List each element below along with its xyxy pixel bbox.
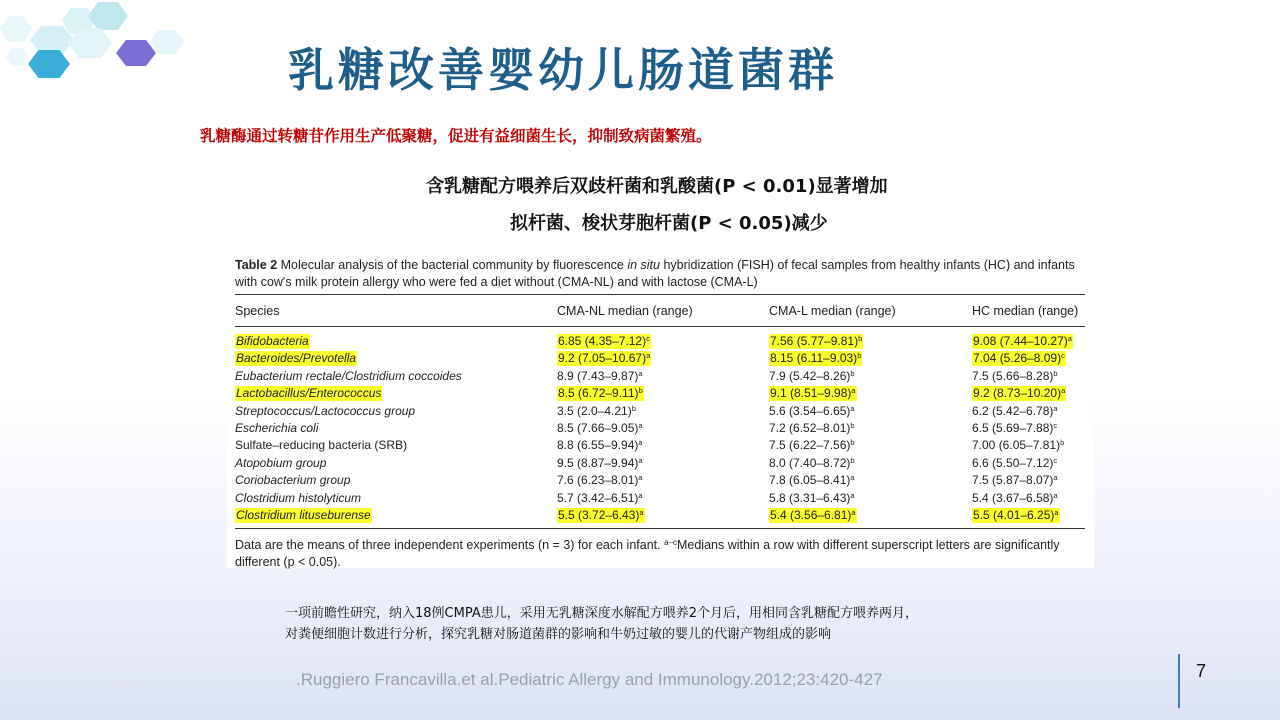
table-caption bbox=[235, 257, 1085, 291]
hexagon-shape bbox=[28, 50, 70, 78]
value-text: 3.5 (2.0–4.21) bbox=[557, 403, 632, 418]
divider-line bbox=[1178, 654, 1180, 708]
superscript-letter: b bbox=[1060, 438, 1065, 448]
value-cell bbox=[557, 334, 651, 349]
superscript-letter: b bbox=[850, 438, 855, 448]
superscript-letter: a bbox=[638, 490, 643, 500]
value-cell bbox=[557, 404, 636, 419]
superscript-letter: b bbox=[638, 386, 643, 396]
species-cell: Clostridium lituseburense bbox=[236, 508, 371, 522]
value-cell bbox=[769, 438, 855, 453]
hexagon-shape bbox=[6, 48, 28, 66]
value-text: 7.5 (5.87–8.07) bbox=[972, 473, 1054, 488]
species-cell: Eubacterium rectale/Clostridium coccoides bbox=[235, 368, 462, 383]
column-header-species: Species bbox=[235, 304, 280, 318]
value-text: 5.7 (3.42–6.51) bbox=[557, 490, 639, 505]
study-description bbox=[285, 603, 918, 645]
table-caption-text: hybridization (FISH) of fecal samples from healthy infants (HC) and infants with cow's milk protein allergy who were fed a diet without (CMA-NL) and with lactose (CMA-L) bbox=[235, 258, 1075, 289]
superscript-letter: a bbox=[646, 351, 651, 361]
column-header-cma-l: CMA-L median (range) bbox=[769, 304, 896, 318]
superscript-letter: a bbox=[639, 508, 644, 517]
superscript-letter: a bbox=[1054, 508, 1059, 517]
species-cell: Atopobium group bbox=[235, 455, 327, 470]
value-cell bbox=[972, 404, 1058, 419]
value-text: 7.5 (5.66–8.28) bbox=[972, 368, 1054, 383]
species-cell: Bifidobacteria bbox=[236, 334, 309, 348]
table-figure bbox=[227, 250, 1094, 568]
value-cell bbox=[972, 491, 1058, 506]
value-cell bbox=[972, 386, 1066, 401]
headline-decrease: 拟杆菌、梭状芽胞杆菌(P < 0.05)减少 bbox=[510, 213, 828, 234]
value-text: 7.00 (6.05–7.81) bbox=[972, 438, 1061, 453]
superscript-letter: a bbox=[850, 403, 855, 413]
value-cell bbox=[557, 351, 651, 366]
column-header-cma-nl: CMA-NL median (range) bbox=[557, 304, 693, 318]
value-text: 8.15 (6.11–9.03) bbox=[770, 351, 858, 366]
footnote-text: Medians within a row with different superscript letters are significantly different (p < 0.05). bbox=[235, 538, 1060, 569]
superscript-letter: c bbox=[1053, 455, 1058, 465]
value-text: 5.4 (3.56–6.81) bbox=[770, 508, 852, 522]
superscript-letter: a bbox=[638, 438, 643, 448]
superscript-letter: c bbox=[1061, 351, 1065, 361]
species-cell: Sulfate–reducing bacteria (SRB) bbox=[235, 438, 408, 453]
value-text: 9.5 (8.87–9.94) bbox=[557, 455, 639, 470]
footnote-superscript: a–c bbox=[664, 538, 677, 547]
species-cell: Streptococcus/Lactococcus group bbox=[235, 403, 416, 418]
superscript-letter: a bbox=[1061, 386, 1066, 396]
value-cell bbox=[769, 386, 857, 401]
value-text: 8.8 (6.55–9.94) bbox=[557, 438, 639, 453]
superscript-letter: a bbox=[850, 473, 855, 483]
slide-title: 乳糖改善婴幼儿肠道菌群 bbox=[288, 43, 838, 97]
study-description-line: 一项前瞻性研究，纳入18例CMPA患儿，采用无乳糖深度水解配方喂养2个月后，用相同含乳糖配方喂养两月， bbox=[285, 606, 919, 621]
superscript-letter: a bbox=[850, 490, 855, 500]
value-cell bbox=[769, 491, 855, 506]
superscript-letter: a bbox=[638, 473, 643, 483]
value-text: 7.6 (6.23–8.01) bbox=[557, 473, 639, 488]
superscript-letter: a bbox=[851, 386, 856, 396]
superscript-letter: a bbox=[1053, 473, 1058, 483]
value-cell bbox=[557, 473, 643, 488]
value-text: 8.5 (7.66–9.05) bbox=[557, 421, 639, 435]
value-cell bbox=[769, 369, 855, 384]
value-cell bbox=[972, 334, 1073, 349]
value-cell bbox=[769, 351, 862, 366]
species-cell: Clostridium histolyticum bbox=[235, 490, 362, 505]
table-rule-header bbox=[235, 326, 1085, 327]
value-text: 6.5 (5.69–7.88) bbox=[972, 421, 1054, 435]
value-text: 8.5 (6.72–9.11) bbox=[558, 386, 639, 401]
value-text: 8.0 (7.40–8.72) bbox=[769, 455, 851, 470]
value-text: 5.5 (4.01–6.25) bbox=[973, 508, 1055, 522]
value-cell bbox=[972, 473, 1058, 488]
value-cell bbox=[769, 473, 855, 488]
headline-increase: 含乳糖配方喂养后双歧杆菌和乳酸菌(P < 0.01)显著增加 bbox=[426, 176, 888, 197]
hexagon-shape bbox=[150, 30, 184, 54]
value-text: 8.9 (7.43–9.87) bbox=[557, 368, 639, 383]
value-text: 5.6 (3.54–6.65) bbox=[769, 403, 851, 418]
footnote-text: Data are the means of three independent experiments (n = 3) for each infant. bbox=[235, 538, 665, 552]
superscript-letter: b bbox=[850, 455, 855, 465]
value-text: 7.56 (5.77–9.81) bbox=[770, 334, 859, 348]
value-text: 7.04 (5.26–8.09) bbox=[973, 351, 1062, 366]
table-caption-italic: in situ bbox=[627, 258, 660, 272]
value-cell bbox=[769, 508, 857, 523]
value-text: 7.9 (5.42–8.26) bbox=[769, 368, 851, 383]
species-cell: Lactobacillus/Enterococcus bbox=[236, 386, 382, 401]
superscript-letter: a bbox=[1053, 490, 1058, 500]
superscript-letter: b bbox=[850, 421, 855, 430]
value-cell bbox=[972, 508, 1060, 523]
superscript-letter: a bbox=[1067, 334, 1072, 343]
superscript-letter: b bbox=[858, 334, 863, 343]
value-text: 5.4 (3.67–6.58) bbox=[972, 490, 1054, 505]
value-cell bbox=[557, 369, 643, 384]
table-rule-top bbox=[235, 294, 1085, 295]
table-rule-bottom bbox=[235, 528, 1085, 529]
citation: .Ruggiero Francavilla.et al.Pediatric Allergy and Immunology.2012;23:420-427 bbox=[296, 670, 883, 689]
value-cell bbox=[557, 386, 644, 401]
value-cell bbox=[557, 508, 645, 523]
value-cell bbox=[557, 456, 643, 471]
value-cell bbox=[769, 334, 863, 349]
superscript-letter: b bbox=[631, 403, 636, 413]
hexagon-shape bbox=[88, 2, 128, 30]
superscript-letter: a bbox=[851, 508, 856, 517]
hexagon-shape bbox=[0, 16, 32, 42]
value-cell bbox=[972, 369, 1058, 384]
species-cell: Escherichia coli bbox=[235, 421, 319, 435]
value-cell bbox=[972, 456, 1057, 471]
value-cell bbox=[557, 438, 643, 453]
hexagon-shape bbox=[116, 40, 156, 66]
superscript-letter: c bbox=[1053, 421, 1058, 430]
value-cell bbox=[972, 438, 1064, 453]
table-caption-text: Molecular analysis of the bacterial community by fluorescence bbox=[277, 258, 628, 272]
superscript-letter: c bbox=[646, 334, 650, 343]
value-text: 5.8 (3.31–6.43) bbox=[769, 490, 851, 505]
superscript-letter: a bbox=[638, 368, 643, 378]
hexagon-shape bbox=[30, 26, 74, 54]
value-cell bbox=[972, 351, 1066, 366]
value-text: 7.8 (6.05–8.41) bbox=[769, 473, 851, 488]
value-text: 9.2 (8.73–10.20) bbox=[973, 386, 1062, 401]
superscript-letter: a bbox=[638, 455, 643, 465]
study-description-line: 对粪便细胞计数进行分析，探究乳糖对肠道菌群的影响和牛奶过敏的婴儿的代谢产物组成的影响 bbox=[285, 627, 832, 642]
value-cell bbox=[769, 456, 855, 471]
superscript-letter: a bbox=[638, 421, 643, 430]
value-text: 6.6 (5.50–7.12) bbox=[972, 455, 1054, 470]
value-text: 6.2 (5.42–6.78) bbox=[972, 403, 1054, 418]
value-text: 5.5 (3.72–6.43) bbox=[558, 508, 640, 522]
value-text: 9.08 (7.44–10.27) bbox=[973, 334, 1068, 348]
value-text: 7.5 (6.22–7.56) bbox=[769, 438, 851, 453]
value-text: 9.1 (8.51–9.98) bbox=[770, 386, 852, 401]
superscript-letter: b bbox=[850, 368, 855, 378]
value-cell bbox=[972, 421, 1057, 436]
superscript-letter: b bbox=[1053, 368, 1058, 378]
value-text: 6.85 (4.35–7.12) bbox=[558, 334, 647, 348]
column-header-hc: HC median (range) bbox=[972, 304, 1079, 318]
table-caption-label: Table 2 bbox=[235, 258, 278, 272]
value-text: 7.2 (6.52–8.01) bbox=[769, 421, 851, 435]
species-cell: Coriobacterium group bbox=[235, 473, 351, 488]
table-footnote bbox=[235, 537, 1085, 571]
value-cell bbox=[769, 421, 855, 436]
page-number: 7 bbox=[1196, 661, 1207, 681]
value-cell bbox=[557, 421, 643, 436]
value-text: 9.2 (7.05–10.67) bbox=[558, 351, 647, 366]
superscript-letter: b bbox=[857, 351, 862, 361]
value-cell bbox=[557, 491, 643, 506]
species-cell: Bacteroides/Prevotella bbox=[236, 351, 357, 366]
value-cell bbox=[769, 404, 855, 419]
intro-statement: 乳糖酶通过转糖苷作用生产低聚糖，促进有益细菌生长，抑制致病菌繁殖。 bbox=[200, 127, 712, 145]
superscript-letter: a bbox=[1053, 403, 1058, 413]
